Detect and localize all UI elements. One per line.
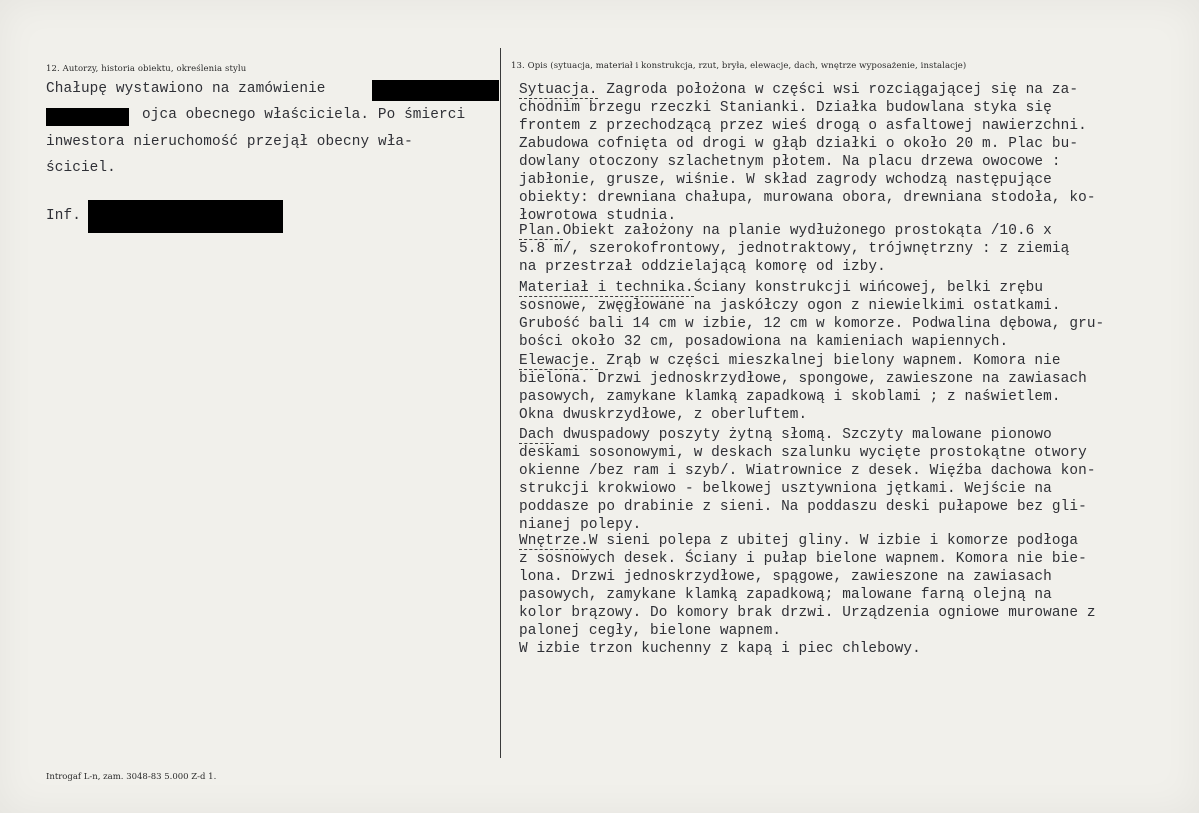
section-material <box>519 279 1191 351</box>
section-line: strukcji krokwiowo - belkowej usztywniona jętkami. Wejście na <box>519 481 1052 497</box>
section-line: chodnim brzegu rzeczki Stanianki. Działka budowlana styka się <box>519 100 1052 116</box>
section-line: sosnowe, zwęgłowane na jaskółczy ogon z niewielkimi ostatkami. <box>519 298 1061 314</box>
section-line: Sytuacja. Zagroda położona w części wsi rozciągającej się na za- <box>519 82 1079 98</box>
section-line: bości około 32 cm, posadowiona na kamieniach wapiennych. <box>519 334 1009 350</box>
section-line: Elewacje. Zrąb w części mieszkalnej bielony wapnem. Komora nie <box>519 353 1061 369</box>
section-line: Grubość bali 14 cm w izbie, 12 cm w komorze. Podwalina dębowa, gru- <box>519 316 1105 332</box>
section-line: frontem z przechodzącą przez wieś drogą o asfaltowej nawierzchni. <box>519 118 1087 134</box>
section-line: bielona. Drzwi jednoskrzydłowe, spongowe, zawieszone na zawiasach <box>519 371 1087 387</box>
column-divider <box>500 48 501 758</box>
section-line: W izbie trzon kuchenny z kapą i piec chlebowy. <box>519 641 921 657</box>
section-line: Materiał i technika.Ściany konstrukcji wińcowej, belki zrębu <box>519 280 1044 296</box>
section-line: pasowych, zamykane klamką zapadkową i skoblami ; z naświetlem. <box>519 389 1061 405</box>
redaction-block <box>88 200 283 233</box>
section-line: poddasze po drabinie z sieni. Na poddaszu deski pułapowe bez gli- <box>519 499 1087 515</box>
section-line: lona. Drzwi jednoskrzydłowe, spągowe, zawieszone na zawiasach <box>519 569 1052 585</box>
left-line-2: ojca obecnego właściciela. Po śmierci <box>142 107 466 123</box>
section-line: jabłonie, grusze, wiśnie. W skład zagrody wchodzą następujące <box>519 172 1052 188</box>
section-line: łowrotowa studnia. <box>519 208 677 224</box>
section-line: palonej cegły, bielone wapnem. <box>519 623 782 639</box>
informant-label: Inf. <box>46 208 81 224</box>
section-heading: Sytuacja. <box>519 82 598 98</box>
section-heading: Elewacje. <box>519 353 598 369</box>
section-line: Okna dwuskrzydłowe, z oberluftem. <box>519 407 808 423</box>
right-column-header: 13. Opis (sytuacja, materiał i konstrukcja, rzut, bryła, elewacje, dach, wnętrze wyposażenie, instalacje) <box>511 61 967 71</box>
section-heading: Plan. <box>519 223 563 239</box>
section-line: z sosnowych desek. Ściany i pułap bielone wapnem. Komora nie bie- <box>519 551 1087 567</box>
redaction-block <box>372 80 499 101</box>
section-wnetrze <box>519 532 1191 658</box>
section-heading: Materiał i technika. <box>519 280 694 296</box>
section-sytuacja <box>519 81 1191 225</box>
printer-footer: Introgaf L-n, zam. 3048-83 5.000 Z-d 1. <box>46 772 217 782</box>
section-line: kolor brązowy. Do komory brak drzwi. Urządzenia ogniowe murowane z <box>519 605 1096 621</box>
section-line: dowlany otoczony szlachetnym płotem. Na placu drzewa owocowe : <box>519 154 1061 170</box>
section-line: 5.8 m/, szerokofrontowy, jednotraktowy, trójwnętrzny : z ziemią <box>519 241 1070 257</box>
redaction-block <box>46 108 129 126</box>
left-line-1: Chałupę wystawiono na zamówienie <box>46 81 326 97</box>
section-dach <box>519 426 1191 534</box>
section-line: Plan.Obiekt założony na planie wydłużonego prostokąta /10.6 x <box>519 223 1052 239</box>
section-line: Dach dwuspadowy poszyty żytną słomą. Szczyty malowane pionowo <box>519 427 1052 443</box>
section-line: nianej polepy. <box>519 517 642 533</box>
section-plan <box>519 222 1191 276</box>
section-line: Zabudowa cofnięta od drogi w głąb działki o około 20 m. Plac bu- <box>519 136 1079 152</box>
section-line: Wnętrze.W sieni polepa z ubitej gliny. W izbie i komorze podłoga <box>519 533 1079 549</box>
section-line: okienne /bez ram i szyb/. Wiatrownice z desek. Więźba dachowa kon- <box>519 463 1096 479</box>
section-line: na przestrzał oddzielającą komorę od izby. <box>519 259 886 275</box>
section-heading: Dach <box>519 427 554 443</box>
section-elewacje <box>519 352 1191 424</box>
left-column-header: 12. Autorzy, historia obiektu, określenia stylu <box>46 64 247 74</box>
section-heading: Wnętrze. <box>519 533 589 549</box>
section-line: deskami sosonowymi, w deskach szalunku wycięte prostokątne otwory <box>519 445 1087 461</box>
section-line: obiekty: drewniana chałupa, murowana obora, drewniana stodoła, ko- <box>519 190 1096 206</box>
left-line-4: ściciel. <box>46 160 116 176</box>
left-line-3: inwestora nieruchomość przejął obecny wła- <box>46 134 413 150</box>
section-line: pasowych, zamykane klamką zapadkową; malowane farną olejną na <box>519 587 1052 603</box>
